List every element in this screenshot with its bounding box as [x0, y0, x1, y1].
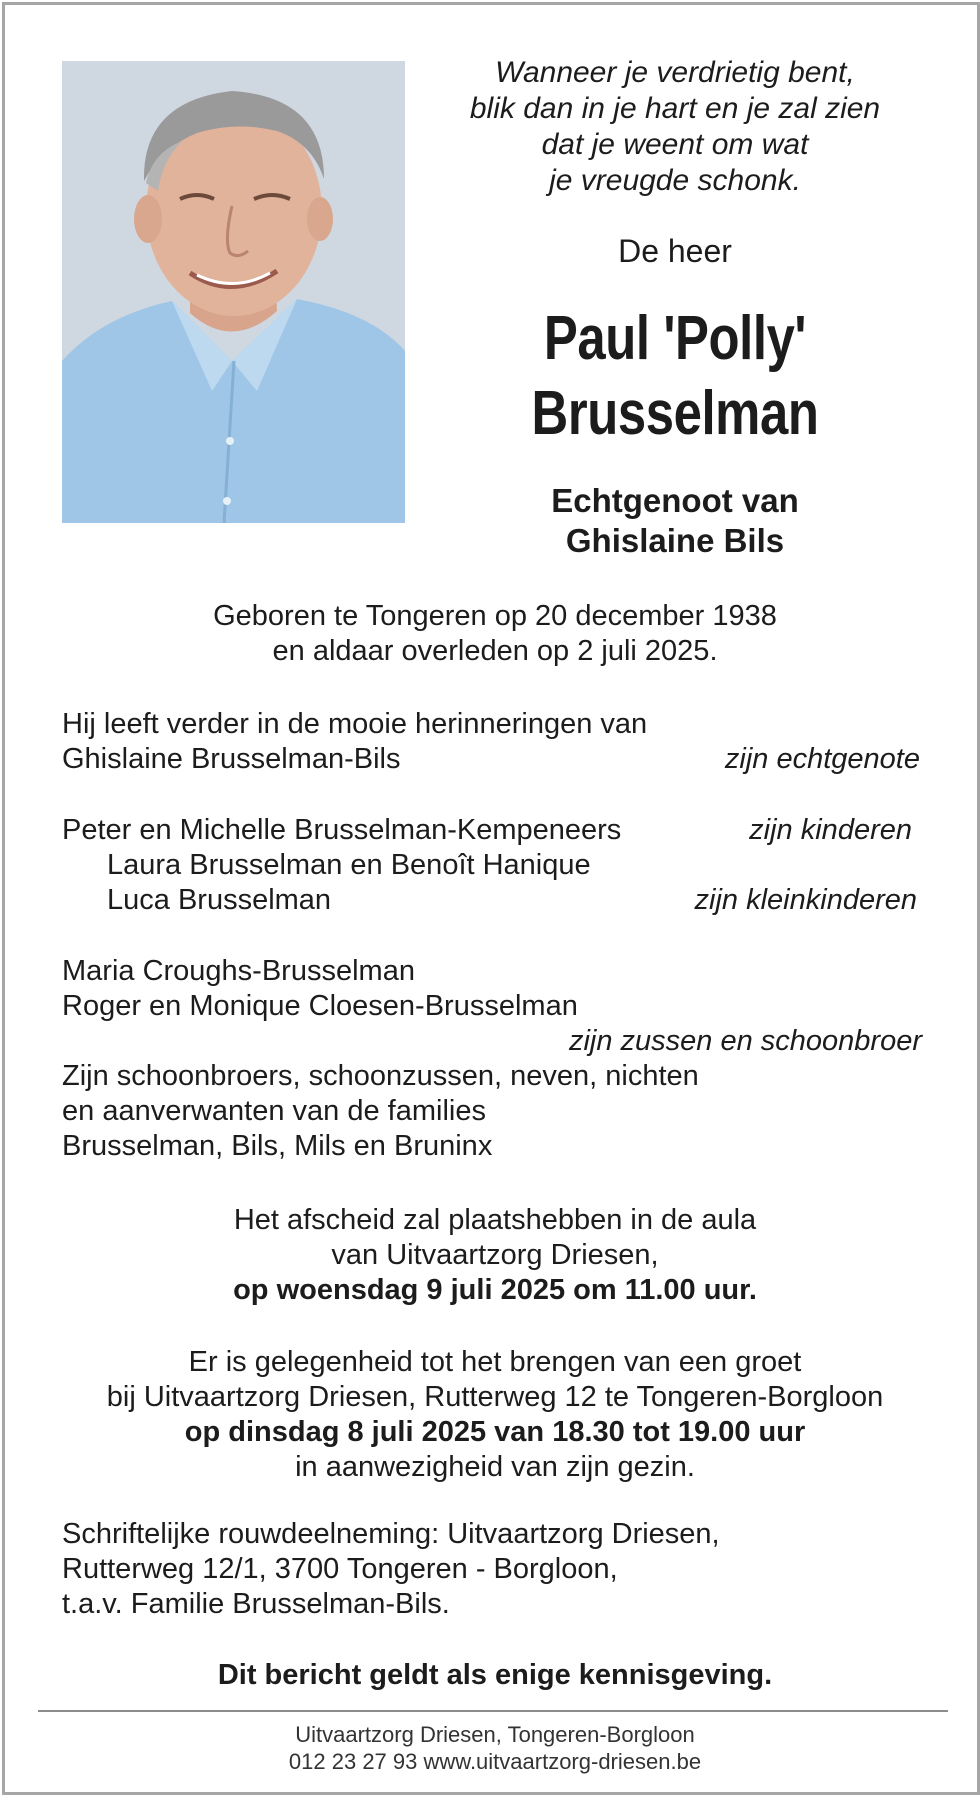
poem-line: blik dan in je hart en je zal zien — [469, 92, 881, 125]
spouse-line: Echtgenoot van — [551, 482, 799, 519]
spouse-line: Ghislaine Bils — [565, 522, 785, 559]
spouse-relation — [445, 481, 905, 561]
sister-name: Roger en Monique Cloesen-Brusselman — [62, 990, 578, 1022]
condolence-line: Rutterweg 12/1, 3700 Tongeren - Borgloon, — [62, 1553, 618, 1585]
death-line: en aldaar overleden op 2 juli 2025. — [272, 635, 718, 667]
children-names: Peter en Michelle Brusselman-Kempeneers — [62, 814, 622, 846]
children-role: zijn kinderen — [749, 814, 912, 846]
relatives-line: Brusselman, Bils, Mils en Bruninx — [62, 1130, 493, 1162]
relatives-line: Zijn schoonbroers, schoonzussen, neven, nichten — [62, 1060, 699, 1092]
condolence-line: Schriftelijke rouwdeelneming: Uitvaartzorg Driesen, — [62, 1518, 720, 1550]
poem-line: Wanneer je verdrietig bent, — [495, 56, 855, 89]
footer-company: Uitvaartzorg Driesen, Tongeren-Borgloon — [295, 1722, 695, 1747]
greeting-line: Er is gelegenheid tot het brengen van een groet — [188, 1346, 802, 1378]
greeting-line: bij Uitvaartzorg Driesen, Rutterweg 12 te Tongeren-Borgloon — [106, 1381, 884, 1413]
honorific: De heer — [618, 233, 732, 269]
deceased-name — [486, 301, 863, 451]
grandchildren-role: zijn kleinkinderen — [694, 884, 917, 916]
grandchild-name: Laura Brusselman en Benoît Hanique — [107, 849, 591, 881]
greeting-info — [5, 1345, 980, 1485]
footer — [5, 1721, 980, 1775]
farewell-date: op woensdag 9 juli 2025 om 11.00 uur. — [233, 1274, 757, 1306]
poem — [445, 55, 905, 199]
farewell-line: Het afscheid zal plaatshebben in de aula — [233, 1204, 757, 1236]
footer-contact: 012 23 27 93 www.uitvaartzorg-driesen.be — [288, 1749, 702, 1774]
poem-line: dat je weent om wat — [541, 128, 809, 161]
greeting-line: in aanwezigheid van zijn gezin. — [295, 1451, 695, 1483]
poem-line: je vreugde schonk. — [549, 164, 801, 197]
grandchild-name: Luca Brusselman — [107, 884, 332, 916]
relatives-line: en aanverwanten van de families — [62, 1095, 486, 1127]
sister-name: Maria Croughs-Brusselman — [62, 955, 415, 987]
name-line: Paul 'Polly' — [543, 304, 807, 373]
spouse-name: Ghislaine Brusselman-Bils — [62, 743, 401, 775]
farewell-line: van Uitvaartzorg Driesen, — [331, 1239, 659, 1271]
memories-intro: Hij leeft verder in de mooie herinneringen van — [62, 708, 648, 740]
condolence-line: t.a.v. Familie Brusselman-Bils. — [62, 1588, 450, 1620]
greeting-date: op dinsdag 8 juli 2025 van 18.30 tot 19.00 uur — [184, 1416, 806, 1448]
name-line: Brusselman — [531, 379, 819, 448]
footer-divider — [38, 1710, 948, 1712]
birth-death — [5, 599, 980, 669]
spouse-role: zijn echtgenote — [724, 743, 920, 775]
condolence-address — [62, 1517, 720, 1622]
sisters-role: zijn zussen en schoonbroer — [568, 1025, 922, 1057]
notice-text: Dit bericht geldt als enige kennisgeving. — [217, 1659, 773, 1691]
farewell-info — [5, 1203, 980, 1308]
obituary-card — [2, 2, 980, 1795]
portrait-illustration — [62, 61, 405, 523]
birth-line: Geboren te Tongeren op 20 december 1938 — [213, 600, 777, 632]
portrait-photo — [62, 61, 405, 523]
